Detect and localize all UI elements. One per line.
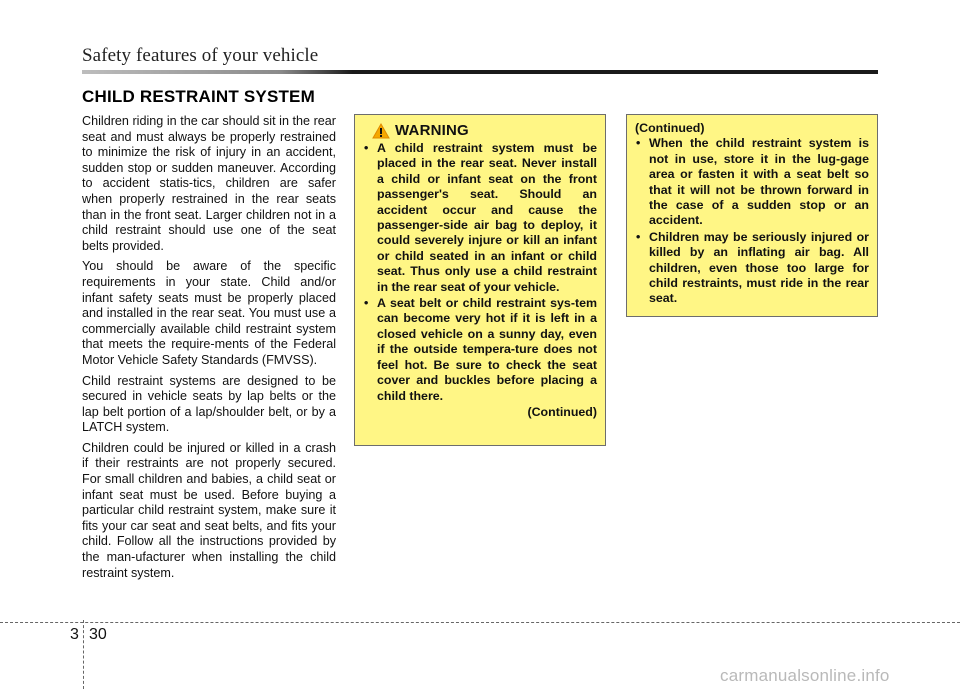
body-paragraph: Children riding in the car should sit in the rear seat and must always be properly restrained to minimize the risk of injury in an accident, sudden stop or sudden maneuver. According to accident statis-tics, children are safer when properly restrained in the rear seats than in the front seat. Larger children not in a child restraint should use one of the seat belts provided.	[82, 114, 336, 253]
bullet-icon: •	[364, 141, 369, 155]
continued-list	[635, 136, 869, 306]
bullet-icon: •	[636, 136, 641, 151]
footer-vertical-divider	[83, 620, 84, 689]
section-heading: CHILD RESTRAINT SYSTEM	[82, 87, 315, 106]
list-item	[635, 136, 869, 228]
chapter-number: 3	[70, 626, 79, 643]
list-item-text: Children may be seriously injured or killed by an inflating air bag. All children, even those too large for child restraints, must ride in the rear seat.	[649, 229, 869, 306]
warning-list	[363, 141, 597, 404]
list-item	[363, 141, 597, 295]
header-rule	[82, 70, 878, 74]
page-header-title: Safety features of your vehicle	[82, 45, 319, 66]
list-item-text: When the child restraint system is not in use, store it in the lug-gage area or fasten it with a seat belt so that it will not be thrown forward in the case of a sudden stop or an accident.	[649, 136, 869, 228]
warning-box	[354, 114, 606, 446]
list-item-text: A seat belt or child restraint sys-tem can become very hot if it is left in a closed vehicle on a sunny day, even if the outside tempera-ture does not feel hot. Be sure to check the seat cover and buckles before placing a child there.	[377, 296, 597, 403]
continued-heading: (Continued)	[635, 121, 705, 135]
continued-label: (Continued)	[527, 404, 597, 419]
footer-divider	[0, 622, 960, 623]
list-item	[635, 230, 869, 307]
bullet-icon: •	[364, 296, 369, 311]
body-paragraph: Children could be injured or killed in a crash if their restraints are not properly secured. For small children and babies, a child seat or infant seat must be used. Before buying a particular child restraint system, make sure it fits your car seat and seat belts, and fits your child. Follow all the instructions provided by the man-ufacturer when installing the child restraint system.	[82, 440, 336, 580]
continued-warning-box	[626, 114, 878, 317]
body-paragraph: You should be aware of the specific requirements in your state. Child and/or infant safety seats must be properly placed and installed in the rear seat. You must use a commercially available child restraint system that meets the require-ments of the Federal Motor Vehicle Safety Standards (FMVSS).	[82, 259, 336, 367]
warning-title: WARNING	[395, 122, 469, 140]
list-item	[363, 296, 597, 404]
body-paragraph: Child restraint systems are designed to be secured in vehicle seats by lap belts or the lap belt portion of a lap/shoulder belt, or by a LATCH system.	[82, 373, 336, 435]
watermark: carmanualsonline.info	[720, 666, 890, 685]
list-item-text: A child restraint system must be placed in the rear seat. Never install a child or infant seat on the front passenger's seat. Should an accident occur and cause the passenger-side air bag to deploy, it could severely injure or kill an infant or child seated in an infant or child seat. Thus only use a child restraint in the rear seat of your vehicle.	[377, 141, 597, 294]
warning-triangle-icon	[372, 123, 390, 139]
body-text-column	[82, 114, 336, 586]
bullet-icon: •	[636, 229, 641, 244]
warning-header	[372, 123, 597, 139]
page-number: 30	[89, 626, 107, 643]
